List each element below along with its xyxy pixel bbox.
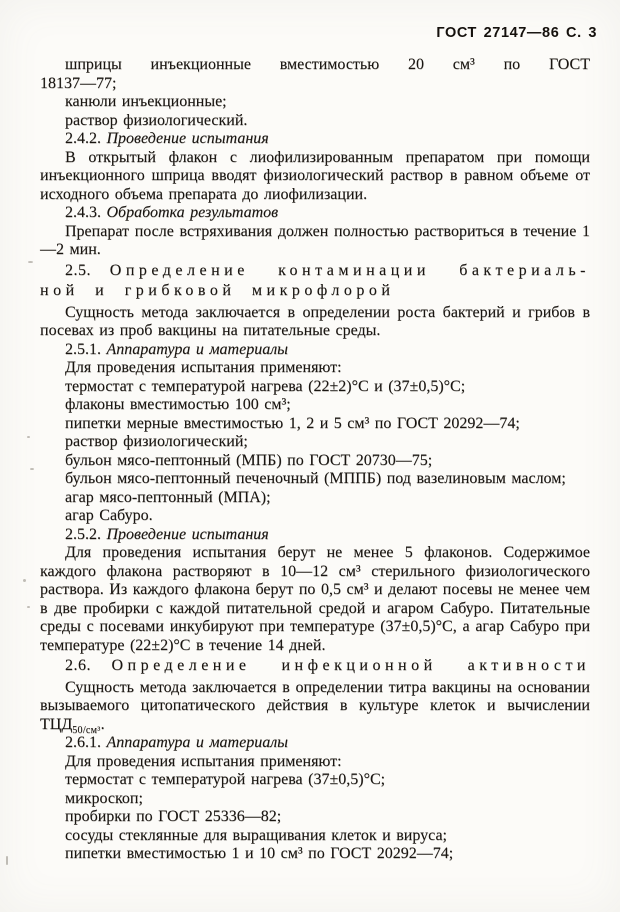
scan-artifact [27,606,30,608]
page-header: ГОСТ 27147—86 С. 3 [436,25,597,41]
text-line: 2.5. Определение контаминации бактериаль- [65,261,591,279]
paragraph: канюли инъекционные; [65,93,227,110]
paragraph: раствор физиологический; [65,433,248,450]
text-line: 18137—77; [40,74,117,92]
scan-artifact [27,436,30,438]
paragraph [40,56,590,93]
paragraph: агар Сабуро. [65,507,153,524]
text-line: 2.6. Определение инфекционной активности [65,657,590,674]
paragraph: Для проведения испытания применяют: [65,752,342,770]
paragraph: В открытый флакон с лиофилизированным препаратом при помощи инъекционного шприца вводят физиологический раствор в равном объеме от исходного объема препарата до лиофилизации. [40,148,590,203]
paragraph: флаконы вместимостью 100 см³; [65,396,291,413]
run-text: . [100,715,105,733]
paragraph: пипетки вместимостью 1 и 10 см³ по ГОСТ 20292—74; [65,845,454,862]
paragraph: Сущность метода заключается в определении роста бактерий и грибов в посевах из проб вакцины на питательные среды. [40,303,590,339]
paragraph: пипетки мерные вместимостью 1, 2 и 5 см³ по ГОСТ 20292—74; [65,414,520,432]
paragraph: термостат с температурой нагрева (22±2)°С и (37±0,5)°С; [65,377,466,395]
section-heading [40,261,590,302]
paragraph: агар мясо-пептонный (МПА); [65,488,271,506]
paragraph: Препарат после встряхивания должен полностью раствориться в течение 1—2 мин. [40,222,590,258]
paragraph: раствор физиологический. [65,111,248,129]
section-heading: 2.5.1. Аппаратура и материалы [65,340,288,358]
section-heading: 2.4.3. Обработка результатов [65,204,279,221]
section-heading: 2.4.2. Проведение испытания [65,130,269,147]
paragraph: бульон мясо-пептонный (МПБ) по ГОСТ 20730—75; [65,451,433,469]
paragraph: Для проведения испытания берут не менее 5 флаконов. Содержимое каждого флакона растворяют в 10—12 см³ стерильного физиологического раствора. Из каждого флакона берут по 0,5 см³ и делают посевы не менее чем в две пробирки с каждой питательной средой и агаром Сабуро. Питательные среды с посевами инкубируют при температуре (37±0,5)°С, а агар Сабуро при температуре (22±2)°С в течение 14 дней. [40,544,590,654]
subscript-text: 50/см³ [72,724,101,736]
paragraph: бульон мясо-пептонный печеночный (МППБ) под вазелиновым маслом; [65,470,566,487]
text-line: шприцы инъекционные вместимостью 20 см³ по ГОСТ [65,56,590,73]
paragraph: Для проведения испытания применяют: [65,359,342,376]
paragraph: микроскоп; [65,789,143,807]
section-heading [40,656,590,677]
section-heading: 2.6.1. Аппаратура и материалы [65,734,288,751]
scan-artifact [6,856,8,865]
scan-artifact [28,261,33,263]
paragraph: пробирки по ГОСТ 25336—82; [65,808,282,825]
section-heading: 2.5.2. Проведение испытания [65,525,269,543]
paragraph [40,679,590,735]
scan-artifact [30,468,34,470]
paragraph: термостат с температурой нагрева (37±0,5)°С; [65,771,386,788]
document-body [40,56,590,864]
run-text: Сущность метода заключается в определении титра вакцины на основании вызываемого цитопатического действия в культуре клеток и вычислении ТЦД [40,678,590,733]
scan-artifact [23,579,26,582]
text-line: ной и грибковой микрофлорой [40,282,395,299]
paragraph: сосуды стеклянные для выращивания клеток и вируса; [65,826,447,844]
